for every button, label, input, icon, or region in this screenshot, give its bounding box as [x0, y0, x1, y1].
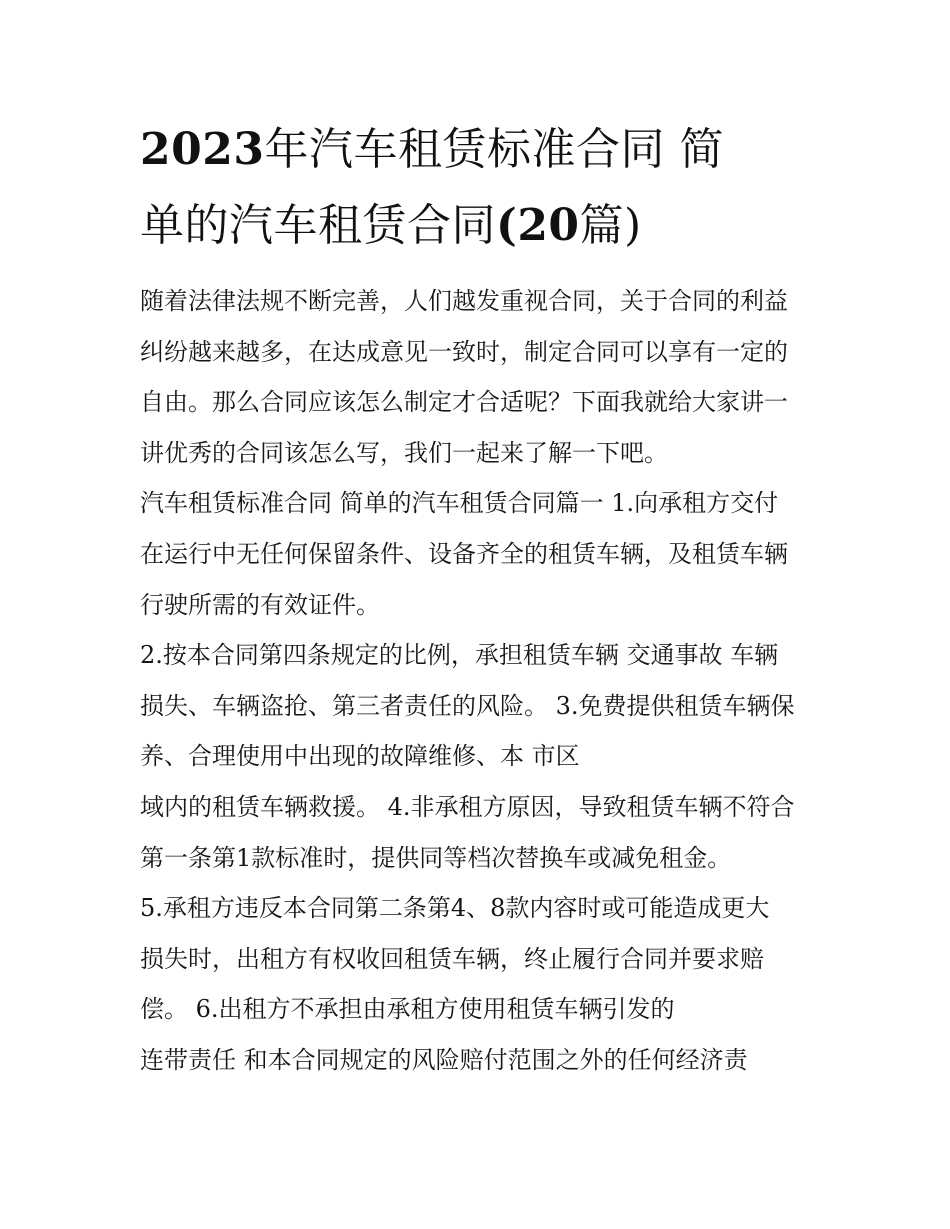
body-line: 养、合理使用中出现的故障维修、本 市区: [140, 742, 580, 771]
body-line: 第一条第1款标准时，提供同等档次替换车或减免租金。: [140, 843, 732, 872]
body-line: 讲优秀的合同该怎么写，我们一起来了解一下吧。: [140, 438, 668, 467]
title-year: 2023: [140, 124, 265, 175]
body-line: 损失、车辆盗抢、第三者责任的风险。 3.免费提供租赁车辆保: [140, 691, 795, 720]
document-title: [140, 112, 820, 264]
title-line-2-text: 单的汽车租赁合同: [140, 200, 496, 251]
body-line: 在运行中无任何保留条件、设备齐全的租赁车辆，及租赁车辆: [140, 539, 788, 568]
body-line: 自由。那么合同应该怎么制定才合适呢？下面我就给大家讲一: [140, 388, 788, 417]
title-line-1: [140, 112, 820, 188]
body-line: 纠纷越来越多，在达成意见一致时，制定合同可以享有一定的: [140, 337, 788, 366]
body-line: 行驶所需的有效证件。: [140, 590, 380, 619]
body-line: 偿。 6.出租方不承担由承租方使用租赁车辆引发的: [140, 995, 675, 1024]
title-line-1-text: 年汽车租赁标准合同 简: [264, 124, 724, 175]
title-line-2: [140, 188, 820, 264]
document-body: [140, 276, 830, 1086]
body-line: 5.承租方违反本合同第二条第4、8款内容时或可能造成更大: [140, 894, 770, 923]
body-line: 汽车租赁标准合同 简单的汽车租赁合同篇一 1.向承租方交付: [140, 489, 779, 518]
title-count: (20: [496, 200, 580, 251]
body-line: 域内的租赁车辆救援。 4.非承租方原因，导致租赁车辆不符合: [140, 792, 795, 821]
body-line: 连带责任 和本合同规定的风险赔付范围之外的任何经济责: [140, 1045, 748, 1074]
body-line: 损失时，出租方有权收回租赁车辆，终止履行合同并要求赔: [140, 944, 764, 973]
body-line: 2.按本合同第四条规定的比例，承担租赁车辆 交通事故 车辆: [140, 641, 779, 670]
body-line: 随着法律法规不断完善，人们越发重视合同，关于合同的利益: [140, 287, 788, 315]
title-line-2-tail: 篇): [579, 200, 642, 251]
